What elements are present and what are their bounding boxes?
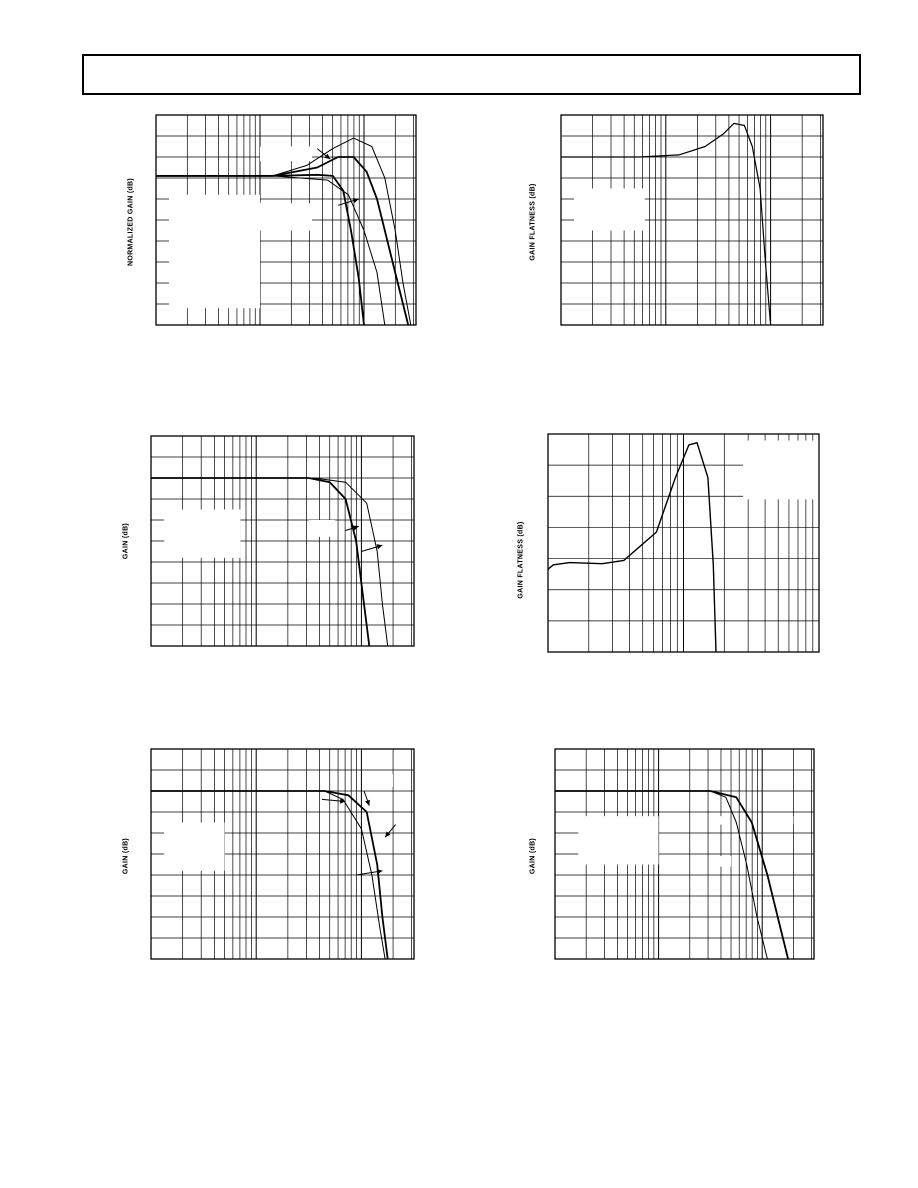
- chart-5-arrowhead-2: [365, 800, 370, 806]
- chart-2: [561, 115, 823, 325]
- chart-3-ylabel: GAIN (dB): [122, 522, 130, 560]
- chart-1: [156, 115, 416, 325]
- chart-6-blank-region: [716, 856, 732, 867]
- chart-1-blank-region: [260, 147, 312, 162]
- chart-5-arrowhead-4: [377, 869, 383, 874]
- chart-6-ylabel: GAIN (dB): [529, 837, 537, 875]
- chart-6: [555, 749, 814, 959]
- chart-1-blank-region: [260, 203, 312, 230]
- chart-5-blank-region: [164, 823, 224, 871]
- chart-1-ylabel: NORMALIZED GAIN (dB): [127, 177, 135, 267]
- chart-4-blank-region: [743, 441, 819, 500]
- chart-6-blank-region: [716, 816, 729, 824]
- chart-5-blank-region: [369, 774, 393, 787]
- chart-3-blank-region: [309, 520, 335, 537]
- chart-2-ylabel: GAIN FLATNESS (dB): [529, 183, 537, 261]
- chart-4: [548, 434, 819, 652]
- chart-2-blank-region: [574, 189, 645, 231]
- chart-4-ylabel: GAIN FLATNESS (dB): [517, 521, 525, 599]
- chart-6-blank-region: [775, 816, 793, 824]
- chart-3-blank-region: [164, 510, 240, 558]
- chart-3: [151, 436, 414, 646]
- chart-1-blank-region: [169, 195, 260, 308]
- chart-5: [151, 749, 414, 959]
- chart-6-blank-region: [578, 816, 658, 864]
- chart-5-ylabel: GAIN (dB): [122, 837, 130, 875]
